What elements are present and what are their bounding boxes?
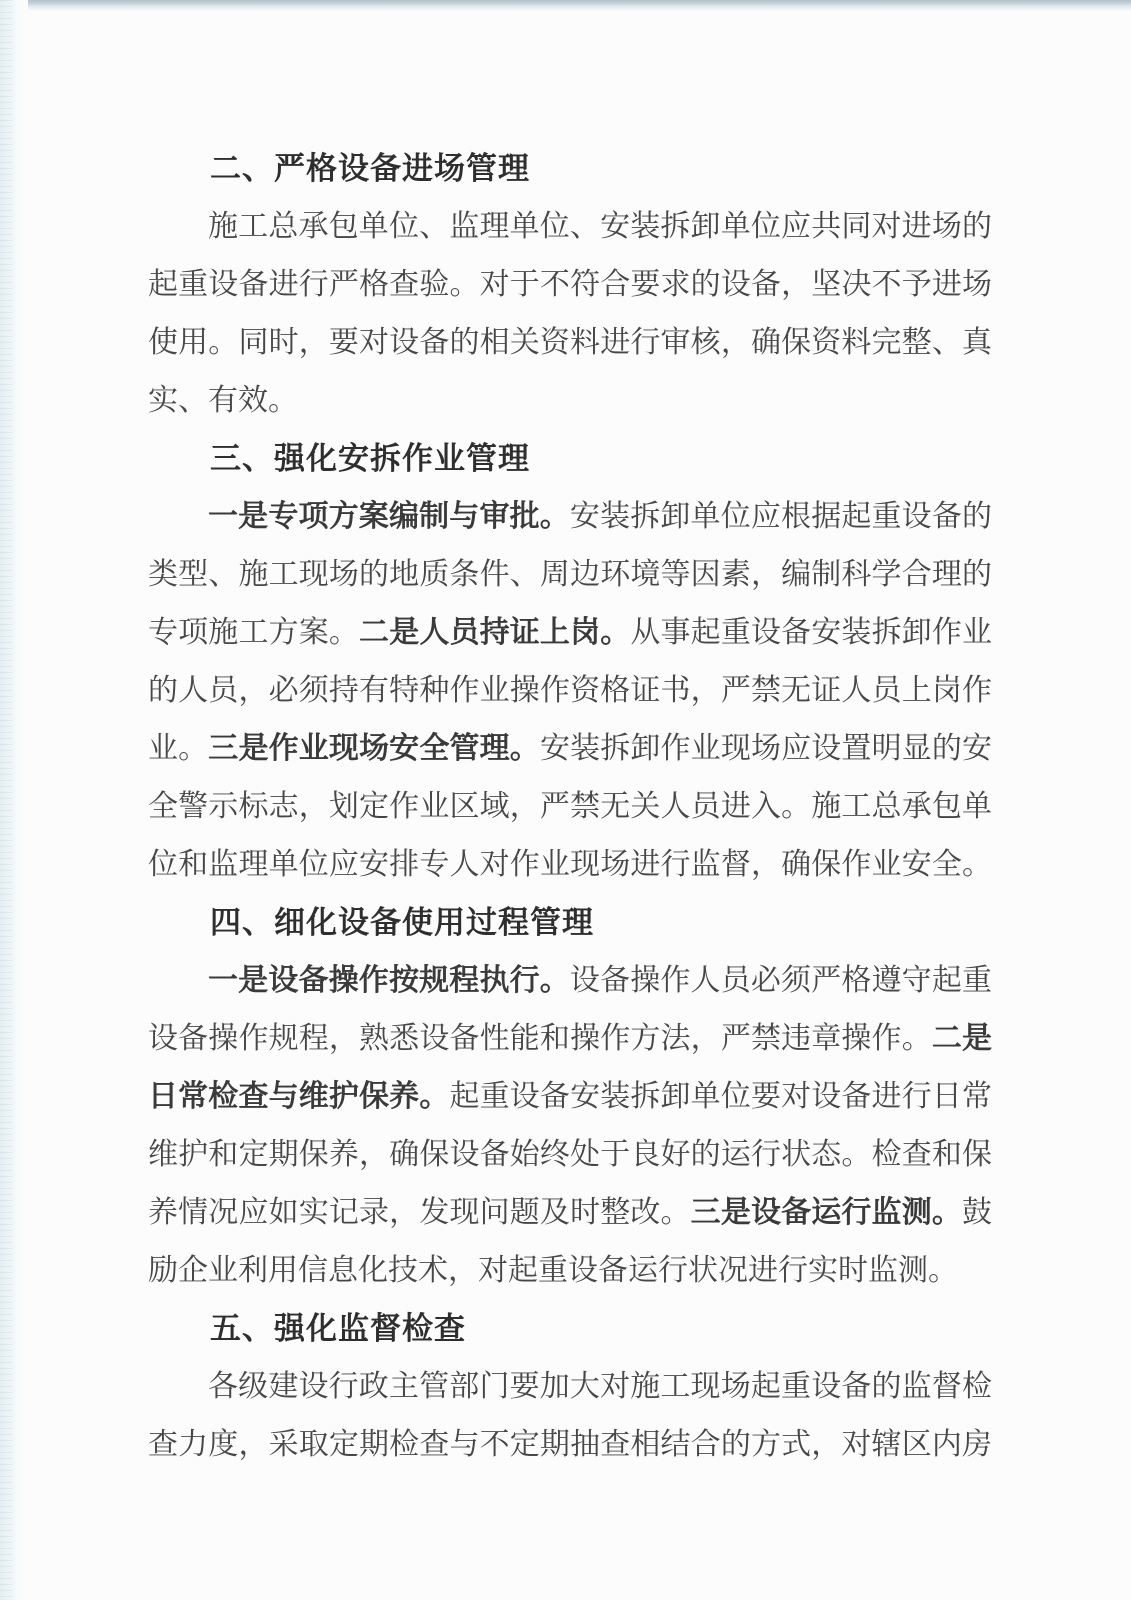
section — [148, 140, 992, 430]
text-segment: 设备操作人员必须严格遵守起重 — [569, 964, 993, 997]
section-heading: 三、强化安拆作业管理 — [210, 441, 530, 476]
text-segment: 查力度，采取定期检查与不定期抽查相结合的方式，对辖区内房 — [148, 1428, 992, 1461]
text-line — [148, 1184, 992, 1242]
section — [148, 1300, 992, 1474]
text-segment: 鼓 — [962, 1196, 993, 1229]
text-segment: 位和监理单位应安排专人对作业现场进行监督，确保作业安全。 — [148, 848, 992, 881]
text-segment: 各级建设行政主管部门要加大对施工现场起重设备的监督检 — [208, 1370, 992, 1403]
text-line — [148, 662, 992, 720]
text-line — [148, 1358, 992, 1416]
text-line — [148, 604, 992, 662]
lead-in-emphasis: 二是 — [931, 1022, 993, 1055]
text-segment: 起重设备安装拆卸单位要对设备进行日常 — [449, 1080, 993, 1113]
lead-in-emphasis: 二是人员持证上岗。 — [359, 616, 631, 649]
section — [148, 430, 992, 894]
lead-in-emphasis: 日常检查与维护保养。 — [148, 1080, 450, 1113]
section-heading: 二、严格设备进场管理 — [210, 151, 530, 186]
lead-in-emphasis: 一是设备操作按规程执行。 — [208, 964, 570, 997]
text-line — [148, 1126, 992, 1184]
scan-top-edge-shadow — [26, 0, 1131, 11]
section-heading: 五、强化监督检查 — [210, 1311, 466, 1346]
lead-in-emphasis: 三是作业现场安全管理。 — [208, 732, 540, 765]
lead-in-emphasis: 一是专项方案编制与审批。 — [208, 500, 570, 533]
text-line — [148, 836, 992, 894]
text-line — [148, 314, 992, 372]
text-segment: 从事起重设备安装拆卸作业 — [630, 616, 993, 649]
text-segment: 维护和定期保养，确保设备始终处于良好的运行状态。检查和保 — [148, 1138, 992, 1171]
section-heading: 四、细化设备使用过程管理 — [210, 905, 594, 940]
text-segment: 施工总承包单位、监理单位、安装拆卸单位应共同对进场的 — [208, 210, 992, 243]
text-segment: 类型、施工现场的地质条件、周边环境等因素，编制科学合理的 — [148, 558, 992, 591]
text-line — [148, 1068, 992, 1126]
text-segment: 养情况应如实记录，发现问题及时整改。 — [148, 1196, 691, 1229]
text-segment: 安装拆卸作业现场应设置明显的安 — [539, 732, 993, 765]
text-segment: 专项施工方案。 — [148, 616, 360, 649]
text-segment: 安装拆卸单位应根据起重设备的 — [569, 500, 993, 533]
text-line — [148, 198, 992, 256]
lead-in-emphasis: 三是设备运行监测。 — [690, 1196, 963, 1229]
text-segment: 全警示标志，划定作业区域，严禁无关人员进入。施工总承包单 — [148, 790, 992, 823]
text-line — [148, 1010, 992, 1068]
text-segment: 使用。同时，要对设备的相关资料进行审核，确保资料完整、真 — [148, 326, 992, 359]
text-line — [148, 1416, 992, 1474]
text-segment: 的人员，必须持有特种作业操作资格证书，严禁无证人员上岗作 — [148, 674, 992, 707]
text-line — [148, 952, 992, 1010]
text-line — [148, 546, 992, 604]
text-line — [148, 778, 992, 836]
text-segment: 起重设备进行严格查验。对于不符合要求的设备，坚决不予进场 — [148, 268, 992, 301]
text-segment: 实、有效。 — [148, 384, 298, 417]
text-segment: 业。 — [148, 732, 209, 765]
document-text — [148, 140, 992, 1474]
text-segment: 设备操作规程，熟悉设备性能和操作方法，严禁违章操作。 — [148, 1022, 932, 1055]
text-line — [148, 372, 992, 430]
text-line — [148, 488, 992, 546]
text-segment: 励企业利用信息化技术，对起重设备运行状况进行实时监测。 — [148, 1254, 958, 1287]
section — [148, 894, 992, 1300]
text-line — [148, 720, 992, 778]
text-line — [148, 256, 992, 314]
text-line — [148, 1242, 992, 1300]
scan-left-edge-shadow — [0, 0, 28, 1600]
